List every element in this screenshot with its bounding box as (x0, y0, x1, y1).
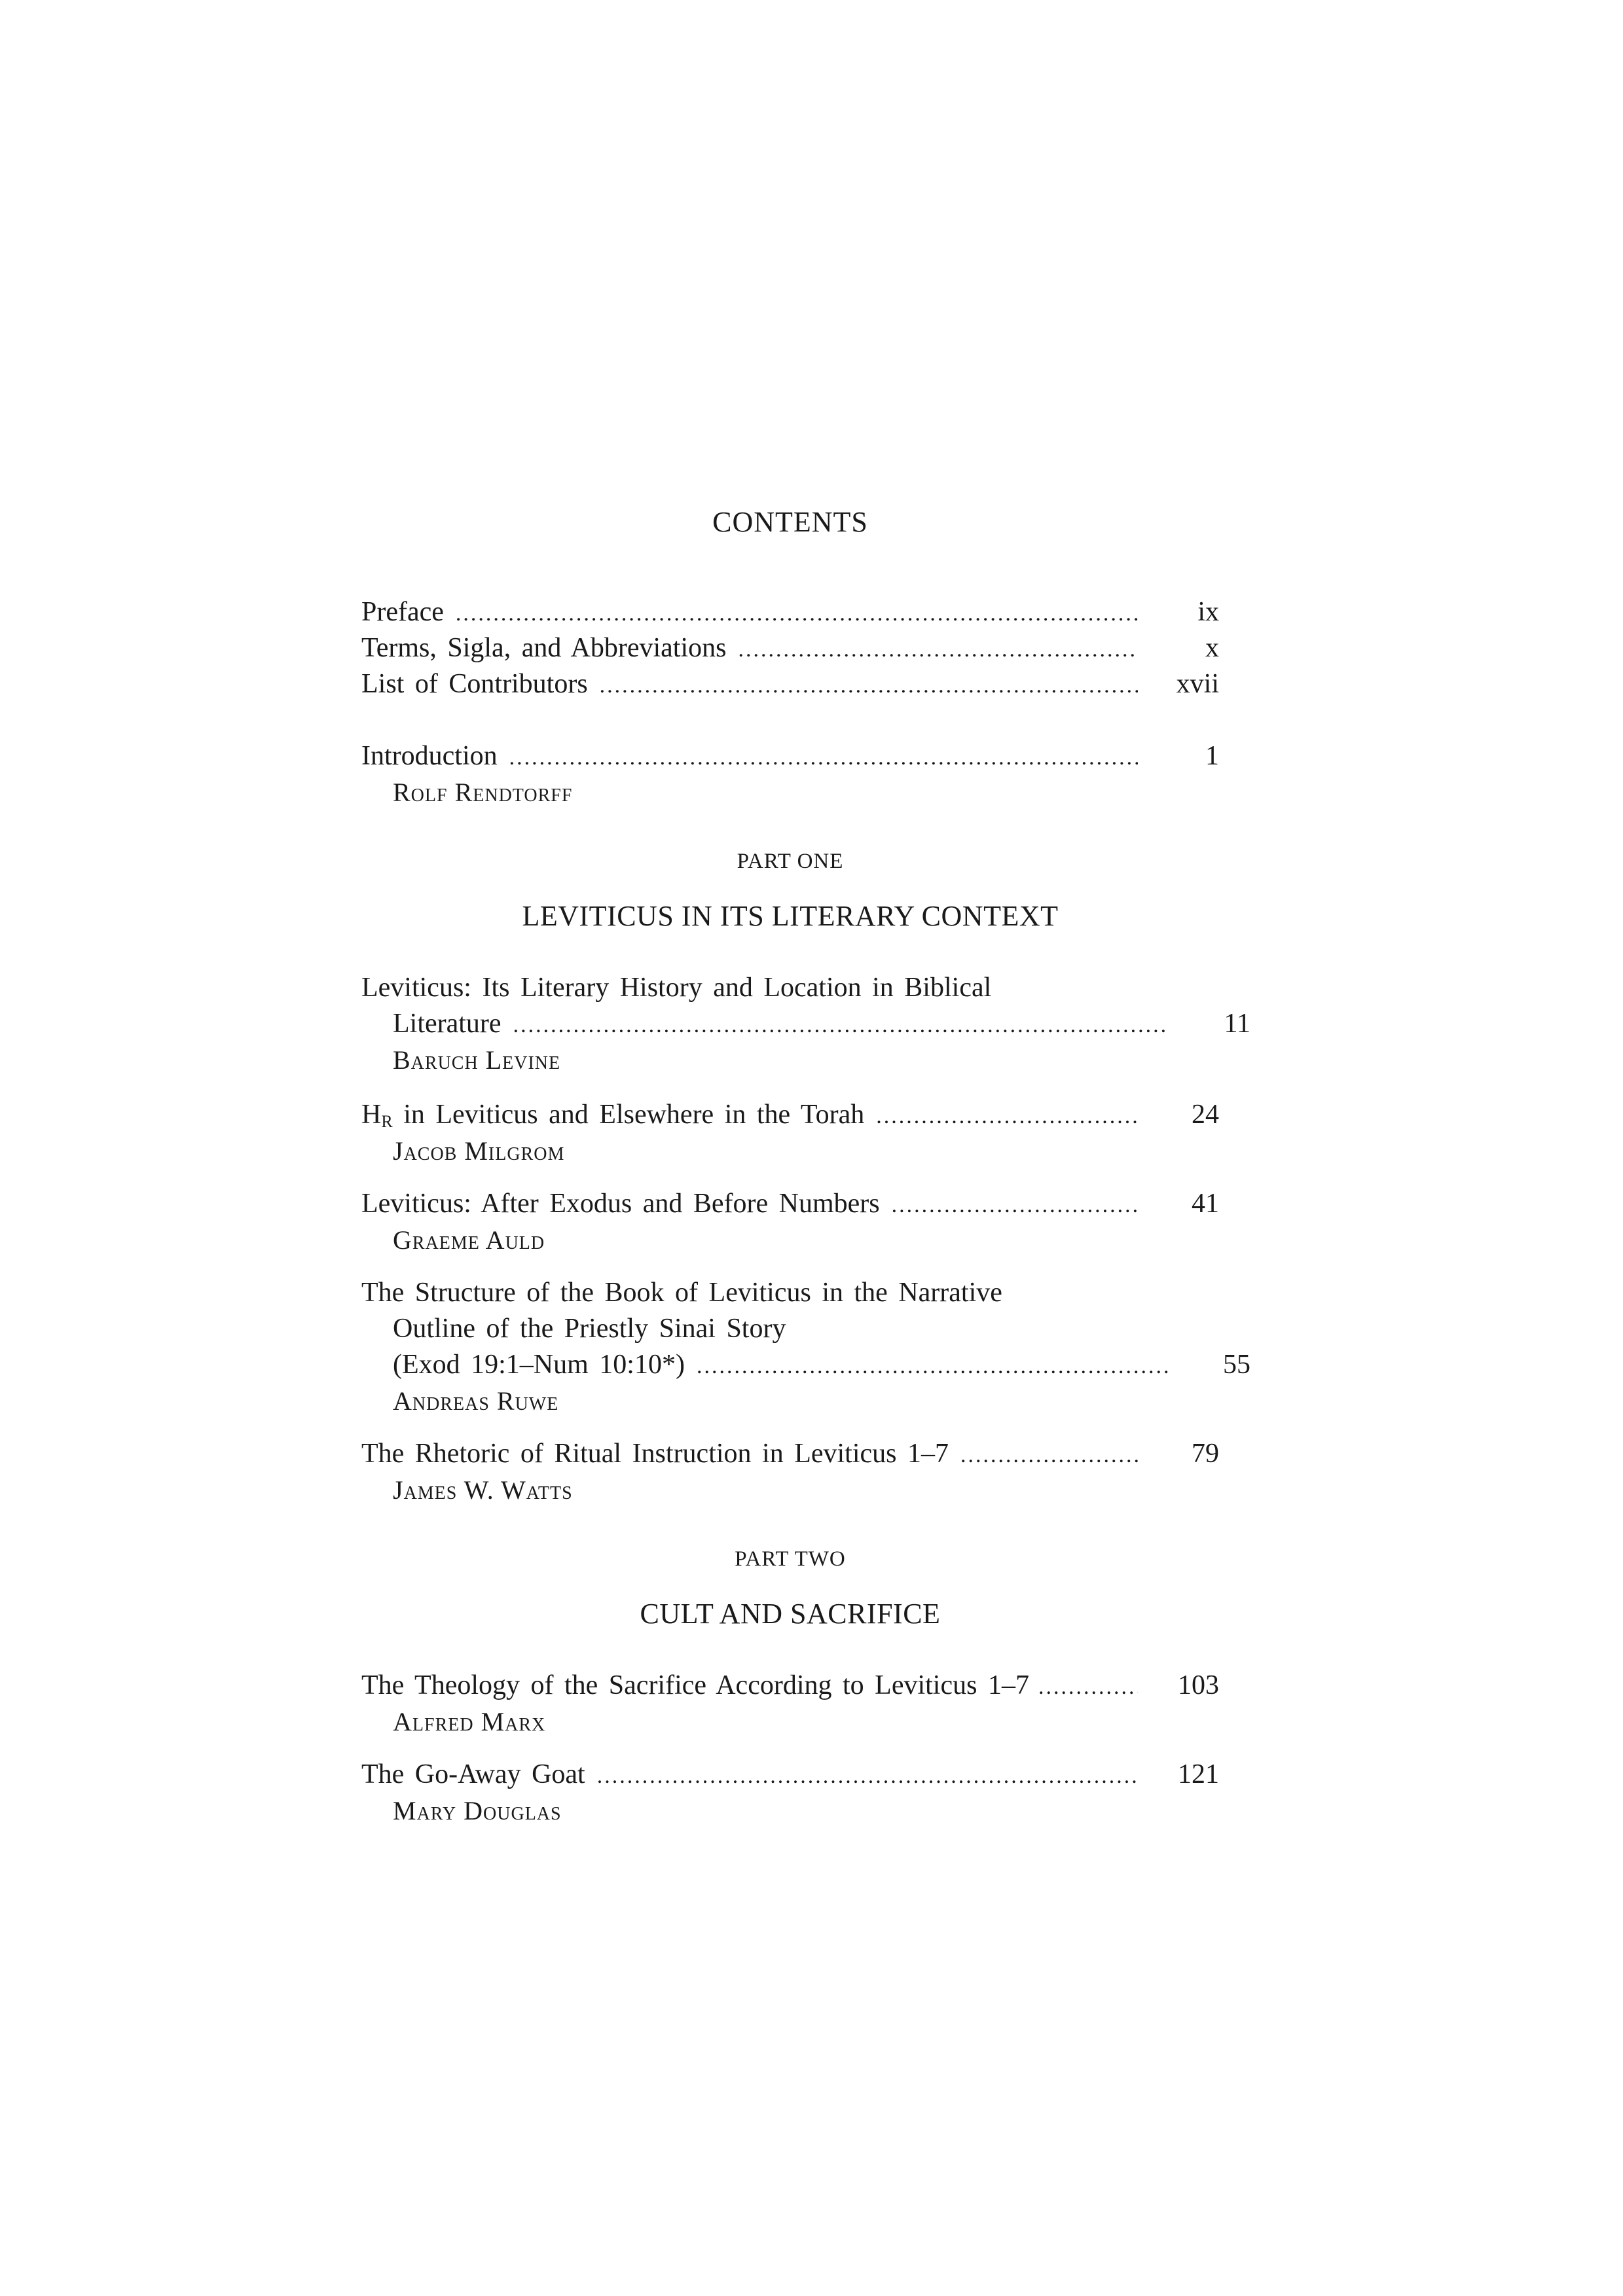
toc-entry-milgrom[interactable] (361, 1097, 1219, 1169)
toc-entry-author: Mary Douglas (393, 1796, 562, 1825)
dot-leader (597, 1758, 1138, 1794)
dot-leader (892, 1187, 1138, 1223)
toc-entry-preface[interactable] (361, 594, 1219, 630)
toc-entry-title: Terms, Sigla, and Abbreviations (361, 633, 727, 663)
toc-entry-title: List of Contributors (361, 669, 588, 699)
toc-entry-title-line: The Structure of the Book of Leviticus in the Narrative (361, 1278, 1002, 1308)
dot-leader (513, 1007, 1169, 1043)
toc-entry-title: Leviticus: After Exodus and Before Numbers (361, 1189, 880, 1219)
toc-entry-page: 24 (1192, 1100, 1219, 1130)
toc-entry-title-line: Outline of the Priestly Sinai Story (393, 1314, 786, 1344)
dot-leader (960, 1437, 1138, 1473)
toc-entry-page: 41 (1192, 1189, 1219, 1219)
part-one-label: PART ONE (737, 850, 844, 873)
toc-entry-title: Introduction (361, 741, 498, 771)
front-matter-list (361, 594, 1219, 702)
toc-entry-author: Jacob Milgrom (393, 1136, 565, 1166)
title-subscript-r: R (381, 1112, 393, 1131)
toc-entry-title-line: Leviticus: Its Literary History and Location in Biblical (361, 973, 992, 1003)
toc-entry-ruwe[interactable] (361, 1275, 1250, 1419)
dot-leader (876, 1098, 1138, 1134)
part-two-label: PART TWO (735, 1547, 846, 1571)
toc-entry-marx[interactable] (361, 1668, 1219, 1740)
toc-entry-page: ix (1197, 597, 1219, 627)
dot-leader (456, 596, 1138, 632)
toc-entry-watts[interactable] (361, 1436, 1219, 1508)
toc-entry-author: Andreas Ruwe (393, 1386, 559, 1416)
toc-entry-author: James W. Watts (393, 1475, 573, 1505)
toc-entry-author: Alfred Marx (393, 1707, 546, 1736)
dot-leader (600, 668, 1138, 704)
toc-entry-auld[interactable] (361, 1186, 1219, 1258)
toc-entry-page: x (1205, 633, 1219, 663)
toc-entry-douglas[interactable] (361, 1757, 1219, 1829)
toc-entry-page: xvii (1176, 669, 1219, 699)
toc-entry-page: 79 (1192, 1439, 1219, 1469)
toc-entry-page: 11 (1224, 1009, 1250, 1039)
toc-entry-terms[interactable] (361, 630, 1219, 666)
toc-entry-title: The Theology of the Sacrifice According to Leviticus 1–7 (361, 1670, 1029, 1700)
toc-entry-title: The Go-Away Goat (361, 1759, 585, 1789)
toc-entry-page: 55 (1223, 1350, 1250, 1380)
toc-entry-contributors[interactable] (361, 666, 1219, 702)
contents-heading: CONTENTS (712, 506, 868, 538)
toc-entry-author: Rolf Rendtorff (393, 778, 573, 807)
toc-entry-title-line: (Exod 19:1–Num 10:10*) (393, 1350, 685, 1380)
dot-leader (1038, 1669, 1138, 1705)
title-h: H (361, 1100, 382, 1130)
part-two-title: CULT AND SACRIFICE (640, 1598, 941, 1630)
toc-entry-title: The Rhetoric of Ritual Instruction in Leviticus 1–7 (361, 1439, 949, 1469)
toc-entry-introduction[interactable] (361, 738, 1219, 810)
dot-leader (509, 740, 1138, 776)
toc-entry-title-line: Literature (393, 1009, 501, 1039)
title-rest: in Leviticus and Elsewhere in the Torah (392, 1100, 865, 1130)
part-one-title: LEVITICUS IN ITS LITERARY CONTEXT (522, 900, 1059, 932)
dot-leader (697, 1348, 1169, 1384)
toc-entry-levine[interactable] (361, 970, 1250, 1078)
dot-leader (738, 632, 1138, 668)
contents-page (361, 0, 1250, 2296)
toc-entry-page: 1 (1205, 741, 1219, 771)
toc-entry-title: Preface (361, 597, 444, 627)
toc-entry-page: 121 (1178, 1759, 1219, 1789)
toc-entry-page: 103 (1178, 1670, 1219, 1700)
toc-entry-author: Baruch Levine (393, 1045, 561, 1075)
toc-entry-author: Graeme Auld (393, 1225, 545, 1255)
